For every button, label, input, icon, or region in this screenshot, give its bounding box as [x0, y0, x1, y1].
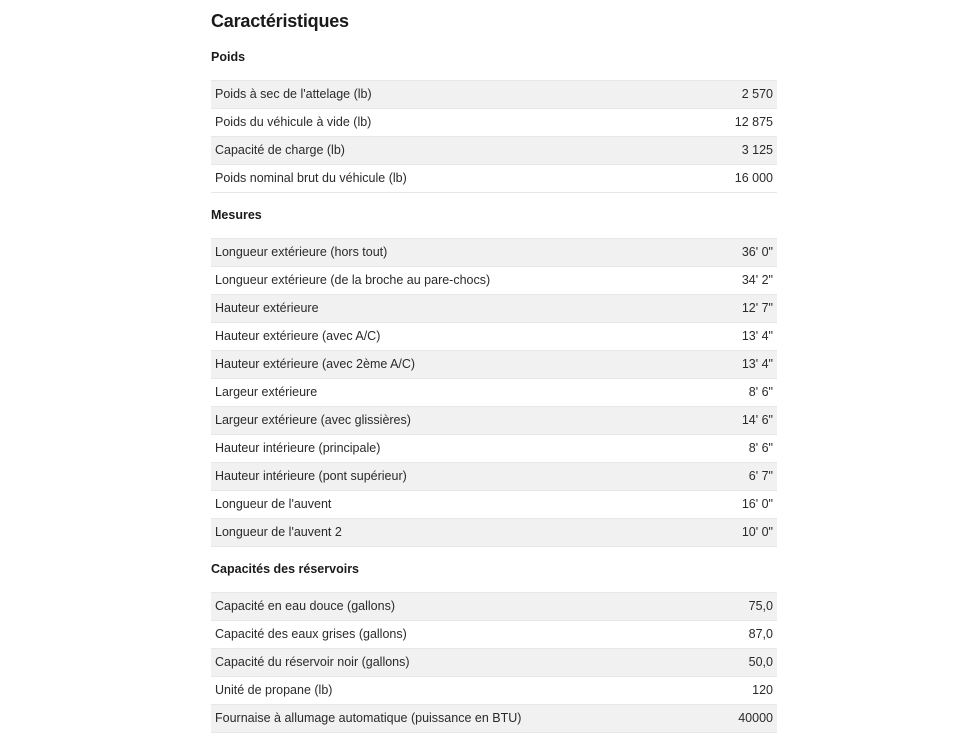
table-row	[211, 463, 777, 491]
spec-label: Poids du véhicule à vide (lb)	[211, 109, 671, 137]
section-title-poids: Poids	[211, 50, 246, 64]
spec-value: 120	[709, 677, 777, 705]
table-row	[211, 267, 777, 295]
spec-value: 6' 7"	[708, 463, 777, 491]
spec-label: Capacité des eaux grises (gallons)	[211, 621, 709, 649]
table-row	[211, 621, 777, 649]
table-row	[211, 519, 777, 547]
spec-label: Capacité du réservoir noir (gallons)	[211, 649, 709, 677]
spec-value: 10' 0"	[708, 519, 777, 547]
table-row	[211, 649, 777, 677]
spec-value: 75,0	[709, 593, 777, 621]
spec-label: Hauteur intérieure (pont supérieur)	[211, 463, 708, 491]
spec-value: 12 875	[671, 109, 777, 137]
table-row	[211, 323, 777, 351]
spec-label: Largeur extérieure (avec glissières)	[211, 407, 708, 435]
spec-value: 16' 0"	[708, 491, 777, 519]
spec-value: 40000	[709, 705, 777, 733]
table-row	[211, 137, 777, 165]
spec-label: Poids à sec de l'attelage (lb)	[211, 81, 671, 109]
spec-table-reservoirs	[211, 592, 777, 733]
spec-label: Longueur extérieure (de la broche au pare-chocs)	[211, 267, 708, 295]
table-row	[211, 677, 777, 705]
table-row	[211, 435, 777, 463]
table-row	[211, 295, 777, 323]
specifications-panel	[211, 0, 777, 733]
section-title-mesures: Mesures	[211, 208, 262, 222]
spec-label: Longueur de l'auvent 2	[211, 519, 708, 547]
table-row	[211, 239, 777, 267]
spec-value: 87,0	[709, 621, 777, 649]
spec-value: 13' 4"	[708, 323, 777, 351]
table-row	[211, 165, 777, 193]
spec-label: Largeur extérieure	[211, 379, 708, 407]
spec-label: Capacité en eau douce (gallons)	[211, 593, 709, 621]
spec-label: Hauteur extérieure (avec 2ème A/C)	[211, 351, 708, 379]
spec-table-poids	[211, 80, 777, 193]
spec-label: Hauteur intérieure (principale)	[211, 435, 708, 463]
spec-value: 12' 7"	[708, 295, 777, 323]
spec-label: Capacité de charge (lb)	[211, 137, 671, 165]
spec-label: Poids nominal brut du véhicule (lb)	[211, 165, 671, 193]
spec-label: Hauteur extérieure	[211, 295, 708, 323]
spec-value: 3 125	[671, 137, 777, 165]
spec-label: Hauteur extérieure (avec A/C)	[211, 323, 708, 351]
table-row	[211, 491, 777, 519]
spec-value: 14' 6"	[708, 407, 777, 435]
page-title: Caractéristiques	[211, 11, 349, 31]
spec-label: Unité de propane (lb)	[211, 677, 709, 705]
table-row	[211, 407, 777, 435]
spec-label: Longueur de l'auvent	[211, 491, 708, 519]
spec-value: 16 000	[671, 165, 777, 193]
section-title-reservoirs: Capacités des réservoirs	[211, 562, 360, 576]
spec-value: 13' 4"	[708, 351, 777, 379]
table-row	[211, 379, 777, 407]
spec-value: 8' 6"	[708, 435, 777, 463]
table-row	[211, 81, 777, 109]
spec-value: 50,0	[709, 649, 777, 677]
spec-value: 36' 0"	[708, 239, 777, 267]
spec-value: 34' 2"	[708, 267, 777, 295]
spec-label: Longueur extérieure (hors tout)	[211, 239, 708, 267]
spec-table-mesures	[211, 238, 777, 547]
spec-value: 2 570	[671, 81, 777, 109]
table-row	[211, 109, 777, 137]
spec-value: 8' 6"	[708, 379, 777, 407]
table-row	[211, 351, 777, 379]
table-row	[211, 593, 777, 621]
table-row	[211, 705, 777, 733]
spec-label: Fournaise à allumage automatique (puissance en BTU)	[211, 705, 709, 733]
